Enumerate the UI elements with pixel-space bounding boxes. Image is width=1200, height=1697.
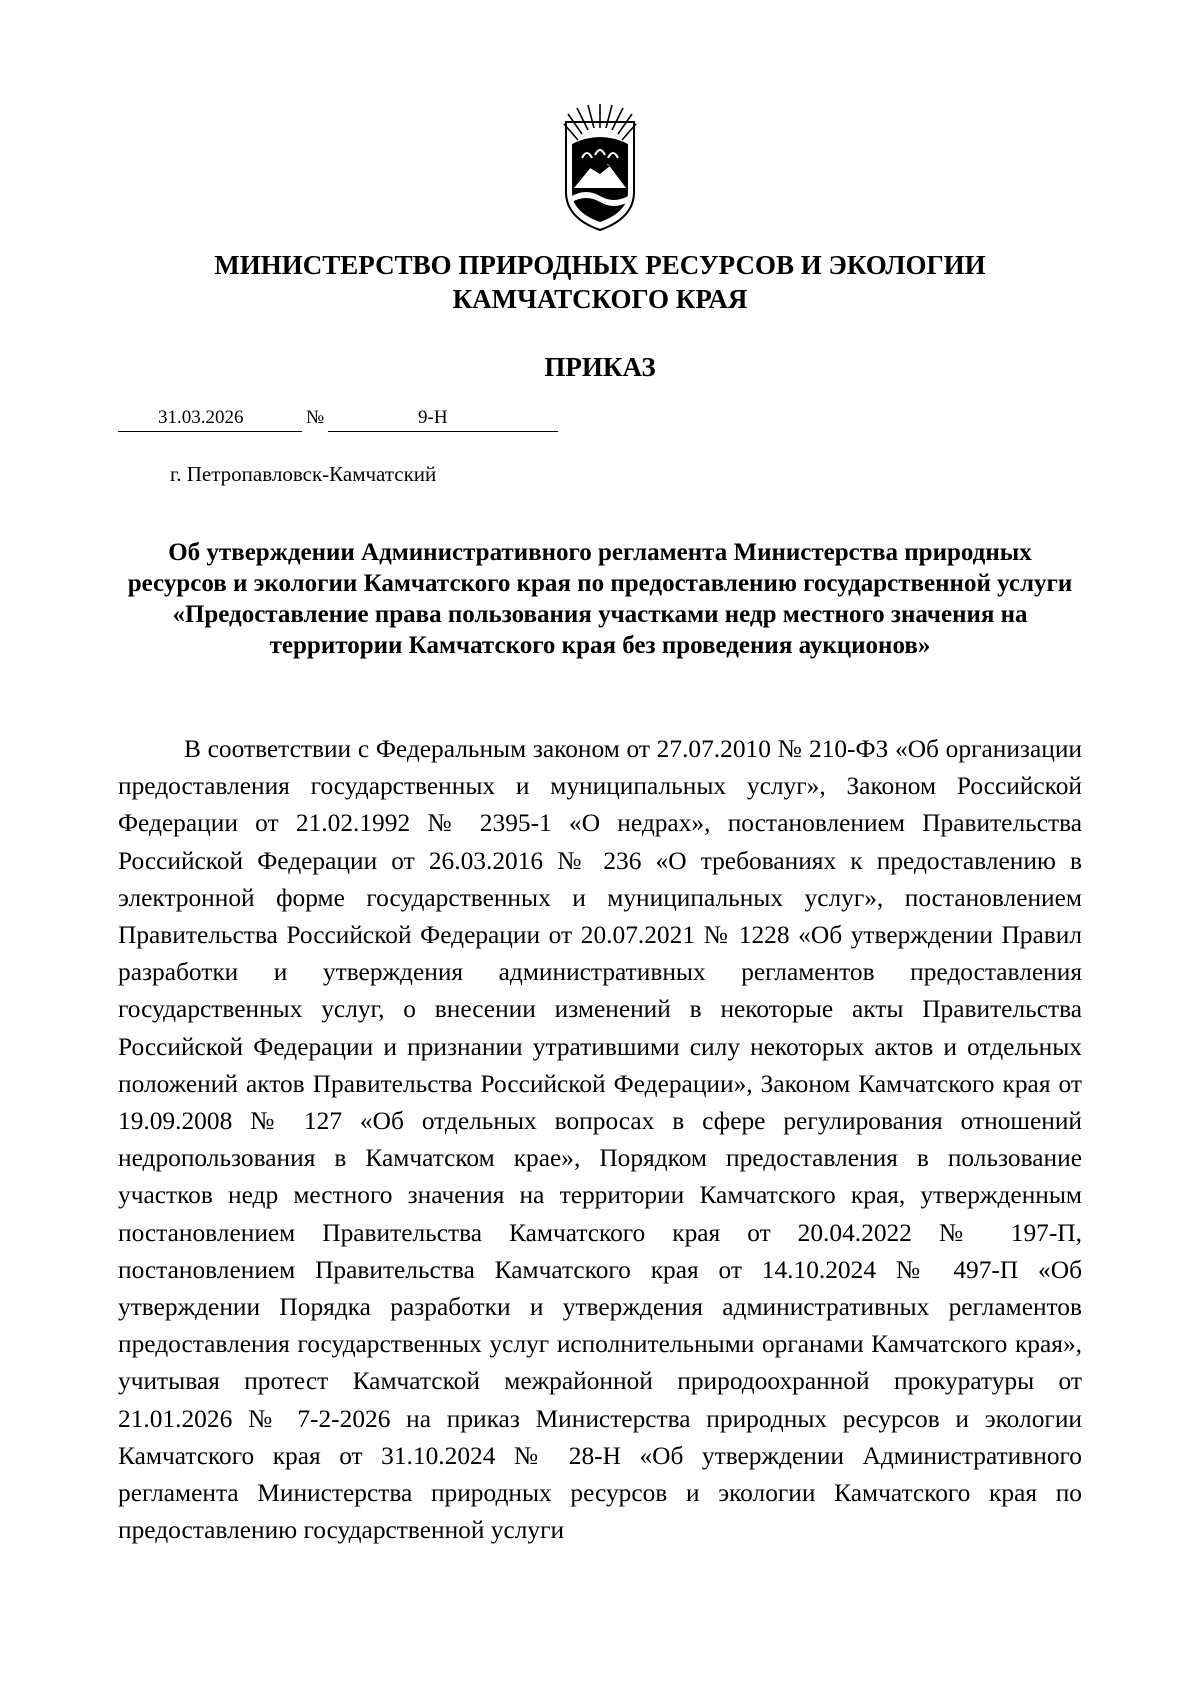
coat-of-arms-icon bbox=[560, 100, 640, 232]
date-underline bbox=[118, 431, 302, 432]
city-name: г. Петропавловск-Камчатский bbox=[170, 462, 437, 486]
document-number: 9-Н bbox=[418, 407, 448, 428]
document-subject: Об утверждении Административного регламента Министерства природных ресурсов и экологии Камчатского края по предоставлению государственной услуги «Предоставление права пользования участками недр местного значения на территории Камчатского края без проведения аукционов» bbox=[127, 539, 1073, 659]
ministry-name-line1: МИНИСТЕРСТВО ПРИРОДНЫХ РЕСУРСОВ И ЭКОЛОГИИ bbox=[214, 250, 986, 280]
number-underline bbox=[328, 431, 558, 432]
document-body: В соответствии с Федеральным законом от 27.07.2010 № 210-ФЗ «Об организации предоставления государственных и муниципальных услуг», Законом Российской Федерации от 21.02.1992 № 2395-1 «О недрах», постановлением Правительства Российской Федерации от 26.03.2016 № 236 «О требованиях к предоставлению в электронной форме государственных и муниципальных услуг», постановлением Правительства Российской Федерации от 20.07.2021 № 1228 «Об утверждении Правил разработки и утверждения административных регламентов предоставления государственных услуг, о внесении изменений в некоторые акты Правительства Российской Федерации и признании утратившими силу некоторых актов и отдельных положений актов Правительства Российской Федерации», Законом Камчатского края от 19.09.2008 № 127 «Об отдельных вопросах в сфере регулирования отношений недропользования в Камчатском крае», Порядком предоставления в пользование участков недр местного значения на территории Камчатского края, утвержденным постановлением Правительства Камчатского края от 20.04.2022 № 197-П, постановлением Правительства Камчатского края от 14.10.2024 № 497-П «Об утверждении Порядка разработки и утверждения административных регламентов предоставления государственных услуг исполнительными органами Камчатского края», учитывая протест Камчатской межрайонной природоохранной прокуратуры от 21.01.2026 № 7-2-2026 на приказ Министерства природных ресурсов и экологии Камчатского края от 31.10.2024 № 28-Н «Об утверждении Административного регламента Министерства природных ресурсов и экологии Камчатского края по предоставлению государственной услуги bbox=[118, 735, 1082, 1545]
document-type: ПРИКАЗ bbox=[544, 352, 656, 382]
ministry-name bbox=[0, 248, 1200, 316]
ministry-name-line2: КАМЧАТСКОГО КРАЯ bbox=[452, 284, 748, 314]
date-number-line bbox=[118, 406, 558, 436]
document-date: 31.03.2026 bbox=[158, 407, 244, 428]
number-sign: № bbox=[306, 407, 325, 428]
